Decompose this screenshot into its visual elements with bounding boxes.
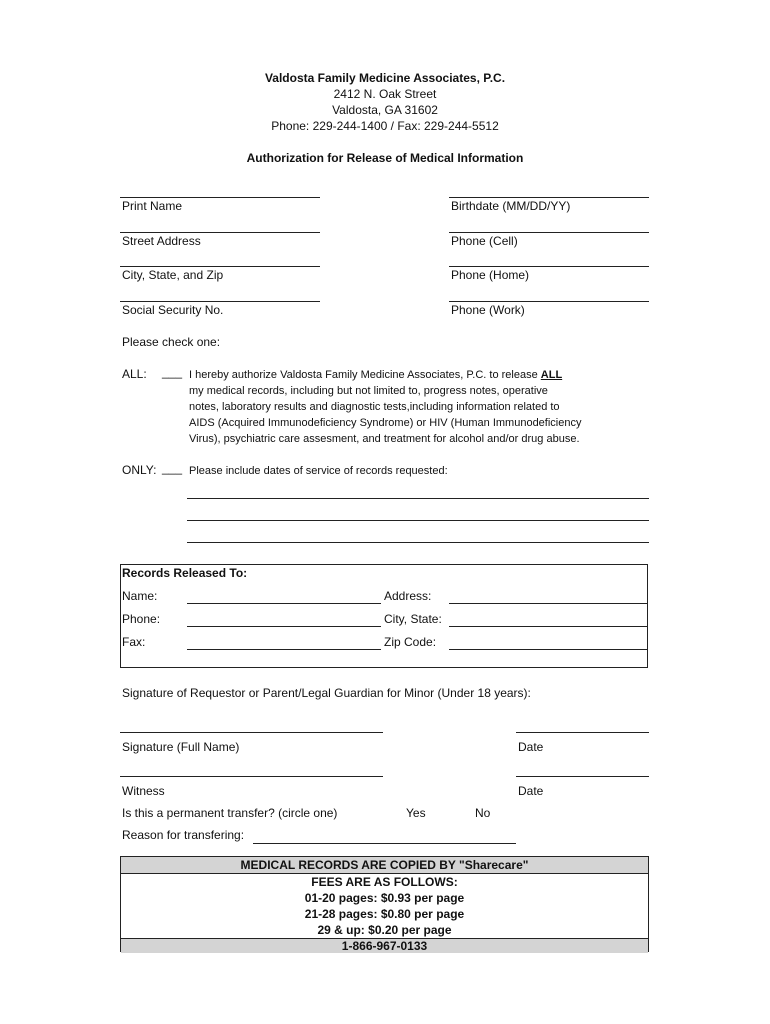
signature-date-label: Date — [518, 740, 544, 754]
witness-line[interactable] — [120, 776, 383, 777]
recipient-city-state-line[interactable] — [449, 626, 648, 627]
permanent-transfer-question: Is this a permanent transfer? (circle one) — [122, 806, 338, 820]
recipient-fax-line[interactable] — [187, 649, 381, 650]
signature-line[interactable] — [120, 732, 383, 733]
all-option-checkbox[interactable]: ___ — [162, 365, 183, 379]
dates-line-2[interactable] — [187, 520, 649, 521]
street-address-label: Street Address — [122, 234, 201, 248]
recipient-name-line[interactable] — [187, 603, 381, 604]
fees-box — [120, 856, 649, 952]
print-name-label: Print Name — [122, 199, 183, 213]
phone-work-label: Phone (Work) — [451, 303, 525, 317]
recipient-zip-label: Zip Code: — [384, 635, 437, 649]
city-state-zip-line[interactable] — [120, 266, 320, 267]
print-name-line[interactable] — [120, 197, 320, 198]
fees-phone: 1-866-967-0133 — [121, 938, 648, 953]
all-option-label: ALL: — [122, 367, 147, 381]
recipient-address-line[interactable] — [449, 603, 648, 604]
practice-name: Valdosta Family Medicine Associates, P.C. — [264, 71, 506, 85]
phone-home-line[interactable] — [449, 266, 649, 267]
permanent-no-option[interactable]: No — [475, 806, 491, 820]
recipient-zip-line[interactable] — [449, 649, 648, 650]
fee-tier-3: 29 & up: $0.20 per page — [317, 923, 452, 937]
recipient-fax-label: Fax: — [122, 635, 146, 649]
reason-label: Reason for transfering: — [122, 828, 245, 842]
ssn-line[interactable] — [120, 301, 320, 302]
recipient-name-label: Name: — [122, 589, 158, 603]
dates-line-3[interactable] — [187, 542, 649, 543]
fees-heading: MEDICAL RECORDS ARE COPIED BY "Sharecare" — [121, 857, 648, 874]
witness-date-label: Date — [518, 784, 544, 798]
recipient-phone-line[interactable] — [187, 626, 381, 627]
all-option-text-line3: notes, laboratory results and diagnostic tests,including information related to — [189, 401, 560, 413]
fee-tier-2: 21-28 pages: $0.80 per page — [304, 907, 465, 921]
permanent-yes-option[interactable]: Yes — [406, 806, 426, 820]
signature-date-line[interactable] — [516, 732, 649, 733]
recipient-city-state-label: City, State: — [384, 612, 442, 626]
birthdate-label: Birthdate (MM/DD/YY) — [451, 199, 571, 213]
recipient-phone-label: Phone: — [122, 612, 161, 626]
ssn-label: Social Security No. — [122, 303, 224, 317]
witness-label: Witness — [122, 784, 165, 798]
signature-intro: Signature of Requestor or Parent/Legal Guardian for Minor (Under 18 years): — [122, 686, 531, 700]
recipient-address-label: Address: — [384, 589, 432, 603]
only-option-checkbox[interactable]: ___ — [162, 461, 183, 475]
all-option-text-line1: I hereby authorize Valdosta Family Medicine Associates, P.C. to release ALL — [189, 369, 563, 381]
practice-city: Valdosta, GA 31602 — [332, 103, 438, 117]
all-option-text-line2: my medical records, including but not limited to, progress notes, operative — [189, 385, 548, 397]
signature-label: Signature (Full Name) — [122, 740, 240, 754]
phone-cell-label: Phone (Cell) — [451, 234, 518, 248]
witness-date-line[interactable] — [516, 776, 649, 777]
dates-line-1[interactable] — [187, 498, 649, 499]
birthdate-line[interactable] — [449, 197, 649, 198]
all-emphasis: ALL — [540, 369, 563, 381]
reason-line[interactable] — [253, 843, 516, 844]
all-option-text-line4: AIDS (Acquired Immunodeficiency Syndrome) or HIV (Human Immunodeficiency — [189, 417, 582, 429]
check-one-label: Please check one: — [122, 335, 221, 349]
form-title: Authorization for Release of Medical Information — [246, 151, 524, 165]
street-address-line[interactable] — [120, 232, 320, 233]
phone-home-label: Phone (Home) — [451, 268, 530, 282]
phone-work-line[interactable] — [449, 301, 649, 302]
all-option-text-line5: Virus), psychiatric care assesment, and treatment for alcohol and/or drug abuse. — [189, 433, 580, 445]
only-option-label: ONLY: — [122, 463, 157, 477]
fees-subheading: FEES ARE AS FOLLOWS: — [311, 875, 458, 889]
city-state-zip-label: City, State, and Zip — [122, 268, 224, 282]
records-released-title: Records Released To: — [122, 566, 248, 580]
fee-tier-1: 01-20 pages: $0.93 per page — [304, 891, 465, 905]
practice-street: 2412 N. Oak Street — [333, 87, 437, 101]
only-option-text: Please include dates of service of records requested: — [189, 465, 448, 477]
practice-contact: Phone: 229-244-1400 / Fax: 229-244-5512 — [271, 119, 499, 133]
phone-cell-line[interactable] — [449, 232, 649, 233]
